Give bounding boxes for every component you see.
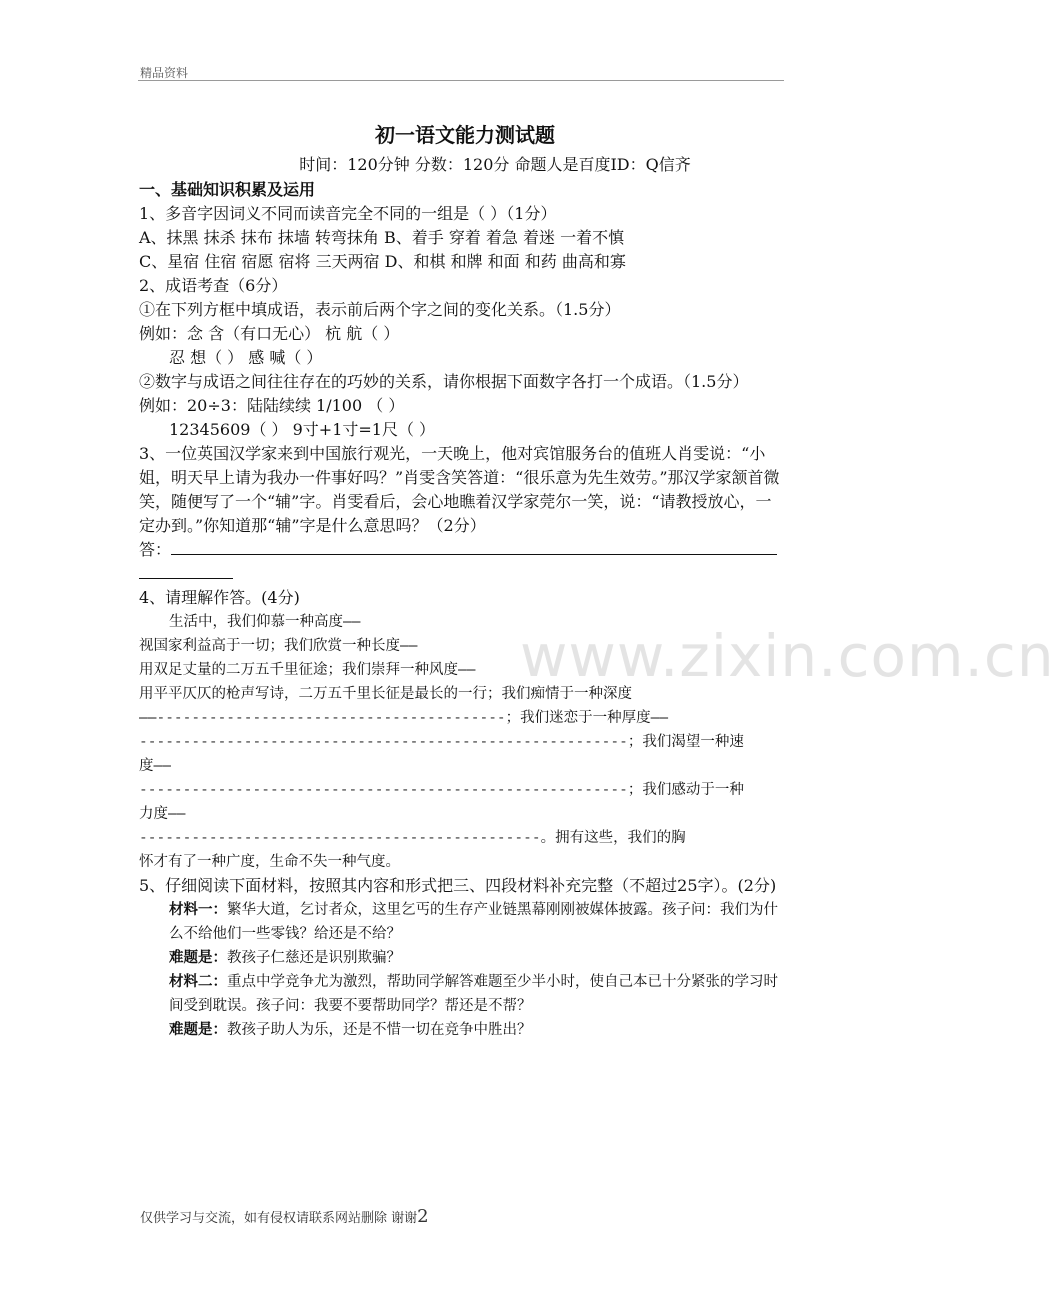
page-number: 2 [417, 1206, 429, 1227]
passage-fill-line [139, 778, 781, 802]
material-1-label: 材料一： [169, 902, 227, 918]
passage-line: 用双足丈量的二万五千里征途；我们崇拜一种风度—— [139, 662, 476, 678]
difficulty-1-text: 教孩子仁慈还是识别欺骗？ [227, 950, 401, 966]
fill-blank[interactable]: -------------------------------------------------------- [139, 782, 628, 798]
page-title: 初一语文能力测试题 [375, 123, 555, 147]
passage-line: 用平平仄仄的枪声写诗，二万五千里长征是最长的一行；我们痴情于一种深度 [139, 686, 632, 702]
material-2-text: 重点中学竞争尤为激烈，帮助同学解答难题至少半小时，使自己本已十分紧张的学习时间受到耽误。孩子问：我要不要帮助同学？帮还是不帮？ [169, 974, 778, 1014]
question-5-stem: 5、仔细阅读下面材料，按照其内容和形式把三、四段材料补充完整（不超过25字）。(2分) [139, 876, 777, 895]
question-2-part2-example: 例如：20÷3：陆陆续续 1/100 （ ） [139, 396, 405, 415]
passage-line: 度—— [139, 758, 171, 774]
difficulty-2-text: 教孩子助人为乐，还是不惜一切在竞争中胜出？ [227, 1022, 532, 1038]
material-2 [139, 970, 781, 1018]
question-4-stem: 4、请理解作答。(4分) [139, 588, 300, 607]
difficulty-2-label: 难题是： [169, 1022, 227, 1038]
fill-blank[interactable]: ---------------------------------------------- [139, 830, 541, 846]
header-rule [138, 80, 784, 81]
footer-text: 仅供学习与交流，如有侵权请联系网站删除 谢谢 [140, 1211, 418, 1226]
fill-blank[interactable]: ---------------------------------------- [156, 710, 506, 726]
answer-blank-tail[interactable] [139, 562, 233, 579]
material-1 [139, 898, 781, 946]
passage-suffix: ；我们迷恋于一种厚度—— [505, 710, 669, 726]
passage-prefix: —— [139, 710, 157, 726]
question-2-part1-example: 例如：念 含（有口无心） 杭 航（ ） [139, 324, 400, 343]
question-1-stem: 1、多音字因词义不同而读音完全不同的一组是（ ）（1分） [139, 204, 557, 223]
document-body [139, 118, 781, 1042]
exam-meta: 时间：120分钟 分数：120分 命题人是百度ID：Q信齐 [299, 155, 691, 174]
answer-label: 答： [139, 540, 172, 559]
passage-fill-line [139, 730, 781, 754]
question-3-text: 3、一位英国汉学家来到中国旅行观光，一天晚上，他对宾馆服务台的值班人肖雯说：“小姐，明天早上请为我办一件事好吗？”肖雯含笑答道：“很乐意为先生效劳。”那汉学家颔首微笑，随便写了一个“辅”字。肖雯看后，会心地瞧着汉学家莞尔一笑，说：“请教授放心，一定办到。”你知道那“辅”字是什么意思吗？（2分） [139, 444, 780, 535]
difficulty-2 [139, 1018, 781, 1042]
question-2-part1-line2: 忍 想（ ） 感 喊（ ） [169, 348, 323, 367]
passage-line: 视国家利益高于一切；我们欣赏一种长度—— [139, 638, 418, 654]
passage-fill-line [139, 826, 781, 850]
answer-blank[interactable] [171, 538, 777, 555]
question-2-part2: ②数字与成语之间往往存在的巧妙的关系，请你根据下面数字各打一个成语。（1.5分） [139, 372, 749, 391]
material-1-text: 繁华大道，乞讨者众，这里乞丐的生存产业链黑幕刚刚被媒体披露。孩子问：我们为什么不给他们一些零钱？给还是不给？ [169, 902, 778, 942]
question-3-answer-line [139, 538, 781, 562]
section-heading: 一、基础知识积累及运用 [139, 180, 316, 199]
material-2-label: 材料二： [169, 974, 227, 990]
question-1-options-ab: A、抹黑 抹杀 抹布 抹墙 转弯抹角 B、着手 穿着 着急 着迷 一着不慎 [139, 228, 625, 247]
passage-line: 力度—— [139, 806, 186, 822]
question-2-stem: 2、成语考查（6分） [139, 276, 288, 295]
answer-blank-continued[interactable] [139, 562, 781, 586]
passage-suffix: ；我们感动于一种 [627, 782, 744, 798]
passage-suffix: ；我们渴望一种速 [627, 734, 744, 750]
fill-blank[interactable]: -------------------------------------------------------- [139, 734, 628, 750]
difficulty-1-label: 难题是： [169, 950, 227, 966]
passage-line: 怀才有了一种广度，生命不失一种气度。 [139, 854, 400, 870]
passage-line: 生活中，我们仰慕一种高度—— [169, 614, 361, 630]
header-label: 精品资料 [140, 66, 189, 80]
difficulty-1 [139, 946, 781, 970]
footer [140, 1206, 429, 1227]
question-1-options-cd: C、星宿 住宿 宿愿 宿将 三天两宿 D、和棋 和牌 和面 和药 曲高和寡 [139, 252, 626, 271]
question-2-part1: ①在下列方框中填成语，表示前后两个字之间的变化关系。（1.5分） [139, 300, 621, 319]
question-2-part2-line2: 12345609（ ） 9寸+1寸=1尺（ ） [169, 420, 436, 439]
passage-fill-line [139, 706, 781, 730]
passage-suffix: 。拥有这些，我们的胸 [540, 830, 686, 846]
watermark: www.zixin.com.cn [520, 622, 1055, 690]
